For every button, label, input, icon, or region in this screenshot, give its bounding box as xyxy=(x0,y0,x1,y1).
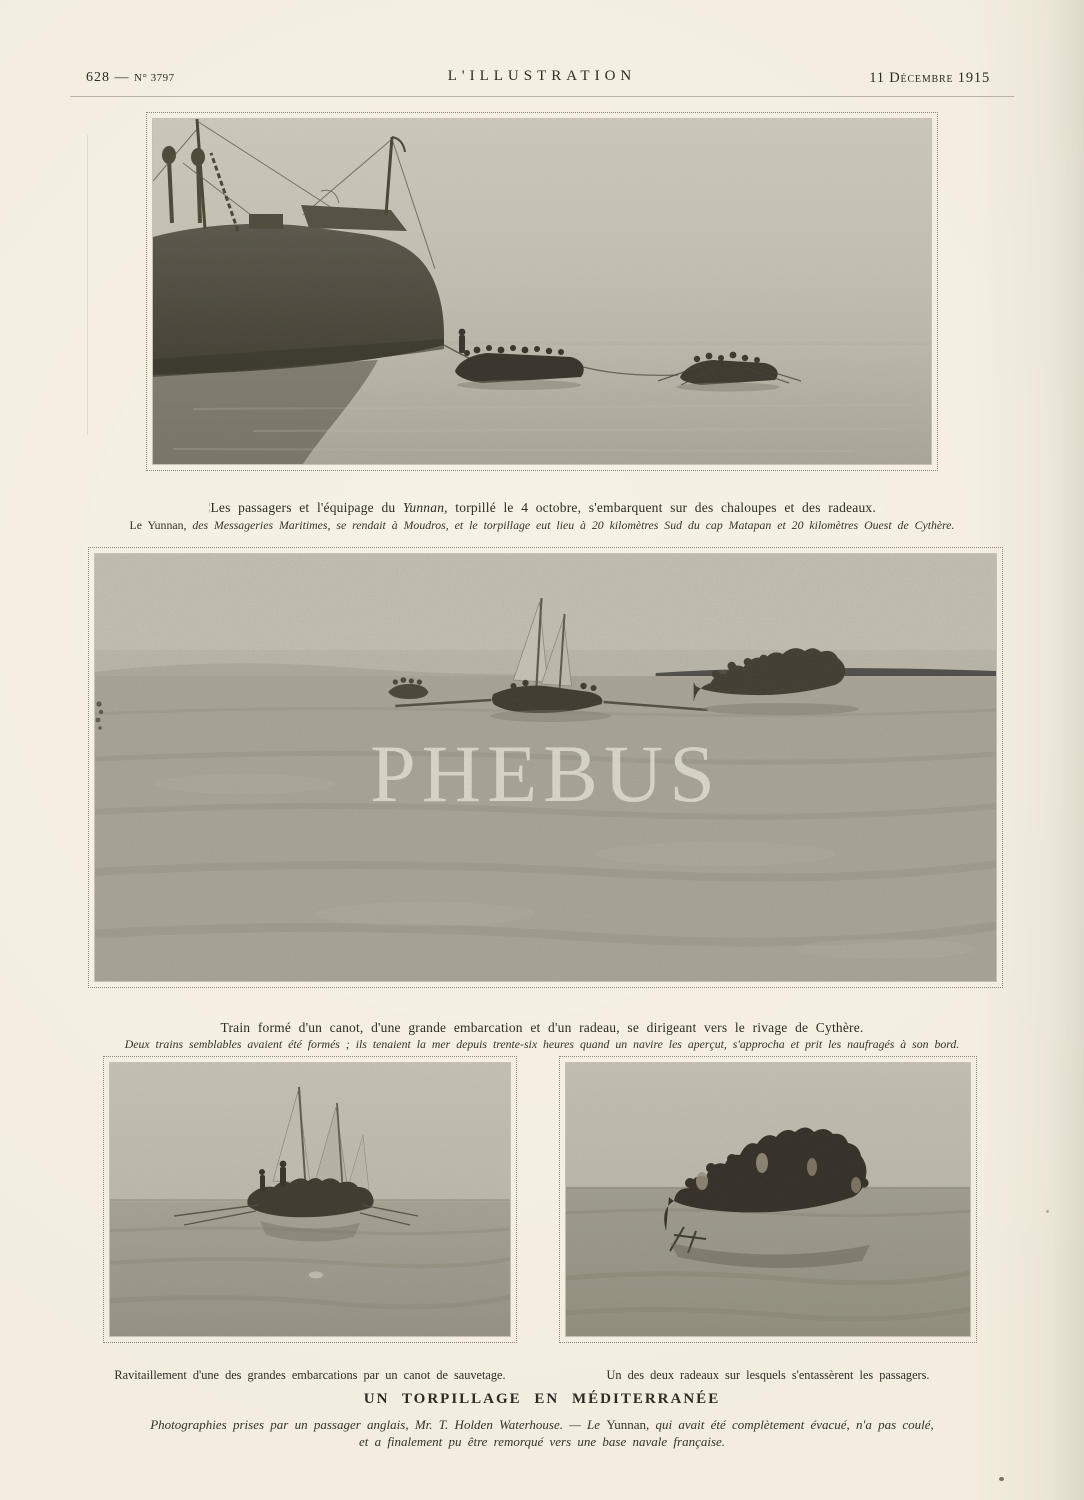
magazine-title: L'ILLUSTRATION xyxy=(447,68,637,84)
ship-name: Yunnan xyxy=(402,499,445,515)
photo-ship-evacuation xyxy=(153,119,931,464)
ship-name: Yunnan xyxy=(606,1417,647,1432)
photo-boat-train-frame xyxy=(88,547,1003,988)
caption-text: Les passagers et l'équipage du xyxy=(210,499,403,515)
folio-separator: — xyxy=(114,70,130,85)
photo-raft-frame xyxy=(559,1056,977,1343)
photo-resupply xyxy=(110,1063,510,1336)
caption-photo1 xyxy=(0,500,1084,516)
credit-text: Photographies prises par un passager anglais, Mr. T. Holden Waterhouse. — Le xyxy=(150,1417,607,1432)
article-title: UN TORPILLAGE EN MÉDITERRANÉE xyxy=(363,1391,721,1408)
subcaption-photo1 xyxy=(0,518,1084,533)
photo-credit xyxy=(112,1417,972,1450)
print-speck xyxy=(1046,1210,1049,1213)
caption-photo4: Un des deux radeaux sur lesquels s'entassèrent les passagers. xyxy=(606,1368,930,1383)
header-rule xyxy=(70,96,1014,97)
credit-text: , qui avait été complètement évacué, n'a pas coulé, xyxy=(646,1417,934,1432)
print-mark: ¦ xyxy=(208,500,211,513)
ship-name: Le Yunnan, xyxy=(129,517,187,532)
credit-text: et a finalement pu être remorqué vers une base navale française. xyxy=(358,1433,726,1449)
caption-text: , torpillé le 4 octobre, s'embarquent sur des chaloupes et des radeaux. xyxy=(444,499,876,515)
folio-number: 628 xyxy=(86,70,110,85)
issue-number: N° 3797 xyxy=(134,72,175,84)
subcaption-photo2: Deux trains semblables avaient été formés ; ils tenaient la mer depuis trente-six heures quand un navire les aperçut, s'approcha et prit les naufragés à son bord. xyxy=(124,1036,960,1051)
photo-resupply-frame xyxy=(103,1056,517,1343)
subcaption-text: des Messageries Maritimes, se rendait à Moudros, et le torpillage eut lieu à 20 kilomètres Sud du cap Matapan et 20 kilomètres Ouest de Cythère. xyxy=(186,517,955,532)
photo-ship-evacuation-frame xyxy=(146,112,938,471)
issue-date: 11 Décembre 1915 xyxy=(869,70,990,86)
phebus-watermark: PHEBUS xyxy=(370,728,721,819)
caption-photo3: Ravitaillement d'une des grandes embarcations par un canot de sauvetage. xyxy=(114,1368,506,1383)
print-speck xyxy=(999,1477,1004,1481)
caption-photo2: Train formé d'un canot, d'une grande embarcation et d'un radeau, se dirigeant vers le rivage de Cythère. xyxy=(220,1019,864,1035)
photo-boat-train xyxy=(95,554,996,981)
paper-crease xyxy=(87,135,88,435)
photo-raft xyxy=(566,1063,970,1336)
